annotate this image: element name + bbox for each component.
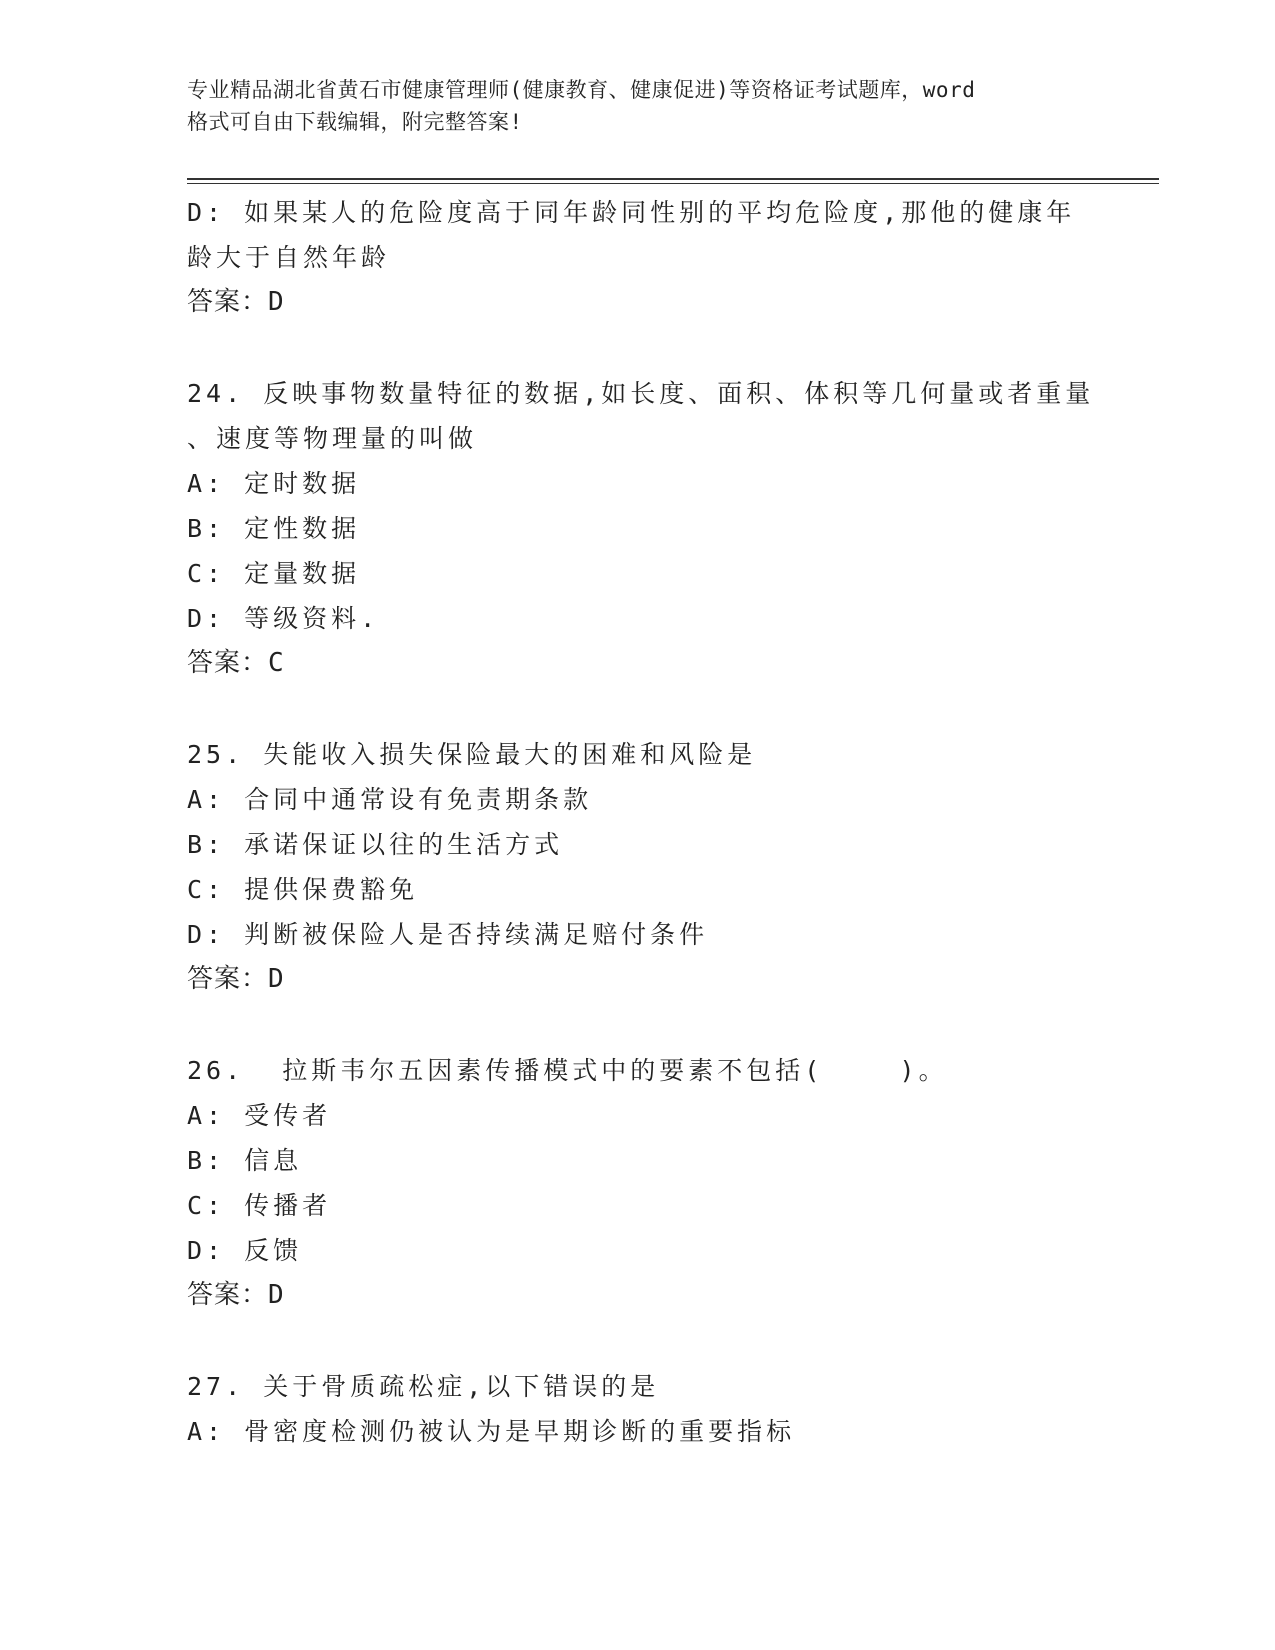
answer: 答案：C <box>187 648 285 678</box>
option-b: B: 承诺保证以往的生活方式 <box>187 830 564 859</box>
header-line-2: 格式可自由下载编辑，附完整答案! <box>187 110 523 134</box>
header-rule-thin <box>187 183 1159 184</box>
question-24 <box>187 371 1095 686</box>
question-25 <box>187 732 1087 1002</box>
option-c: C: 定量数据 <box>187 559 361 588</box>
question-27 <box>187 1364 1087 1454</box>
question-list <box>187 190 1095 1454</box>
option-d: D: 判断被保险人是否持续满足赔付条件 <box>187 920 709 949</box>
option-d: D: 反馈 <box>187 1236 303 1265</box>
answer: 答案：D <box>187 1280 285 1310</box>
option-a: A: 合同中通常设有免责期条款 <box>187 785 593 814</box>
answer: 答案：D <box>187 287 285 317</box>
option-d: D: 等级资料. <box>187 604 380 633</box>
question-stem-continued: 、速度等物理量的叫做 <box>187 424 478 453</box>
spacer <box>187 686 1087 732</box>
header-line-1: 专业精品湖北省黄石市健康管理师(健康教育、健康促进)等资格证考试题库，word <box>187 78 976 102</box>
option-d-continued: 龄大于自然年龄 <box>187 243 391 272</box>
option-b: B: 信息 <box>187 1146 303 1175</box>
header-rule-thick <box>187 178 1159 180</box>
option-b: B: 定性数据 <box>187 514 361 543</box>
question-stem: 25. 失能收入损失保险最大的困难和风险是 <box>187 740 757 769</box>
question-stem: 24. 反映事物数量特征的数据,如长度、面积、体积等几何量或者重量 <box>187 379 1095 408</box>
question-26 <box>187 1048 1087 1318</box>
spacer <box>187 325 1087 371</box>
option-a: A: 骨密度检测仍被认为是早期诊断的重要指标 <box>187 1417 796 1446</box>
spacer <box>187 1318 1087 1364</box>
question-stem: 26. 拉斯韦尔五因素传播模式中的要素不包括( )。 <box>187 1056 948 1085</box>
option-c: C: 提供保费豁免 <box>187 875 419 904</box>
question-stem: 27. 关于骨质疏松症,以下错误的是 <box>187 1372 660 1401</box>
option-c: C: 传播者 <box>187 1191 332 1220</box>
document-header <box>187 74 1087 138</box>
option-a: A: 定时数据 <box>187 469 361 498</box>
question-23-continued <box>187 190 1087 325</box>
option-a: A: 受传者 <box>187 1101 332 1130</box>
option-d: D: 如果某人的危险度高于同年龄同性别的平均危险度,那他的健康年 <box>187 198 1076 227</box>
answer: 答案：D <box>187 964 285 994</box>
spacer <box>187 1002 1087 1048</box>
